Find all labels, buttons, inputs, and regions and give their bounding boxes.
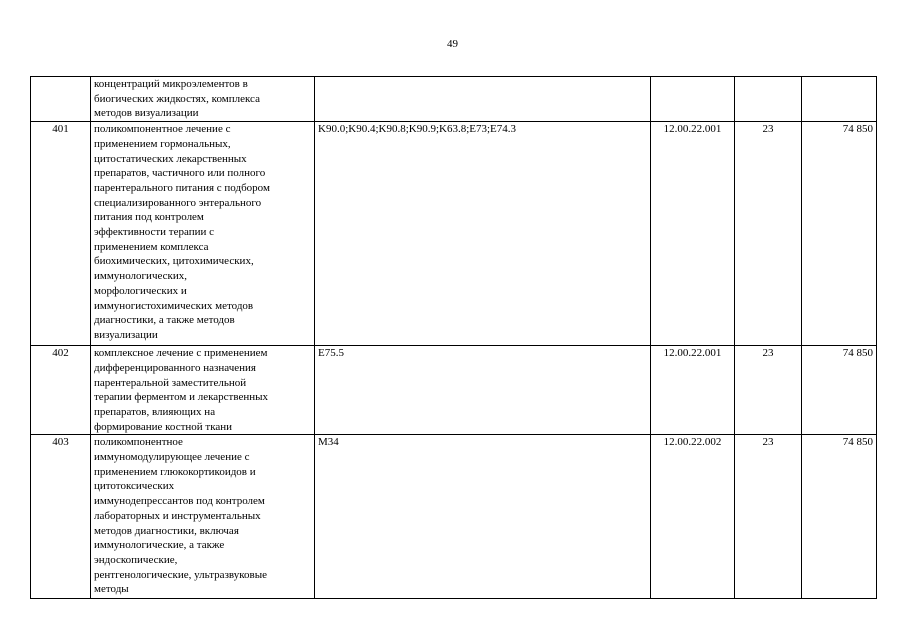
row-number-cell: 403 [31,435,91,599]
treatment-description-cell [91,435,315,599]
description-line: цитотоксических [94,480,175,493]
description-line: биохимических, цитохимических, [94,255,254,268]
description-line: применением гормональных, [94,137,231,150]
group-code-cell: 12.00.22.001 [651,122,735,346]
description-line: терапии ферментом и лекарственных [94,391,269,404]
description-line: эффективности терапии с [94,226,215,239]
model-cell: 23 [735,122,802,346]
description-line: концентраций микроэлементов в [94,78,248,90]
services-table [30,76,877,599]
description-line: препаратов, влияющих на [94,405,216,418]
description-line: комплексное лечение с применением [94,347,268,360]
description-line: методы [94,583,129,596]
description-line: питания под контролем [94,211,204,224]
diagnosis-codes-cell [315,77,651,122]
description-line: эндоскопические, [94,553,178,566]
table-row [31,435,877,599]
model-cell: 23 [735,435,802,599]
table-body [31,77,877,599]
description-line: поликомпонентное лечение с [94,123,231,136]
description-line: применением комплекса [94,240,209,253]
description-line: применением глюкокортикоидов и [94,465,256,478]
diagnosis-codes-cell: M34 [315,435,651,599]
norm-cell: 74 850 [802,435,877,599]
group-code-cell [651,77,735,122]
description-line: формирование костной ткани [94,420,233,433]
norm-cell [802,77,877,122]
row-number-cell: 401 [31,122,91,346]
description-line: лабораторных и инструментальных [94,509,261,522]
description-line: иммуномодулирующее лечение с [94,451,250,464]
model-cell: 23 [735,346,802,435]
description-line: методов визуализации [94,107,199,120]
treatment-description-cell [91,122,315,346]
model-cell [735,77,802,122]
description-line: методов диагностики, включая [94,524,239,537]
group-code-cell: 12.00.22.002 [651,435,735,599]
description-line: специализированного энтерального [94,196,262,209]
description-line: биогических жидкостях, комплекса [94,92,260,105]
description-line: поликомпонентное [94,436,183,449]
treatment-description-cell [91,77,315,122]
description-line: диагностики, а также методов [94,314,235,327]
description-line: иммуногистохимических методов [94,299,254,312]
row-number-cell: 402 [31,346,91,435]
page-number: 49 [447,38,458,50]
description-line: препаратов, частичного или полного [94,167,266,180]
description-line: иммунологические, а также [94,539,225,552]
description-line: иммунодепрессантов под контролем [94,495,265,508]
norm-cell: 74 850 [802,122,877,346]
table-row [31,346,877,435]
diagnosis-codes-cell: K90.0;K90.4;K90.8;K90.9;K63.8;E73;E74.3 [315,122,651,346]
description-line: иммунологических, [94,270,187,283]
row-number-cell [31,77,91,122]
description-line: рентгенологические, ультразвуковые [94,568,267,581]
description-line: визуализации [94,328,158,341]
description-line: парентерального питания с подбором [94,181,270,194]
treatment-description-cell [91,346,315,435]
group-code-cell: 12.00.22.001 [651,346,735,435]
description-line: дифференцированного назначения [94,361,256,374]
description-line: цитостатических лекарственных [94,152,247,165]
table-row [31,122,877,346]
norm-cell: 74 850 [802,346,877,435]
description-line: морфологических и [94,284,187,297]
description-line: парентеральной заместительной [94,376,247,389]
diagnosis-codes-cell: E75.5 [315,346,651,435]
table-row [31,77,877,122]
